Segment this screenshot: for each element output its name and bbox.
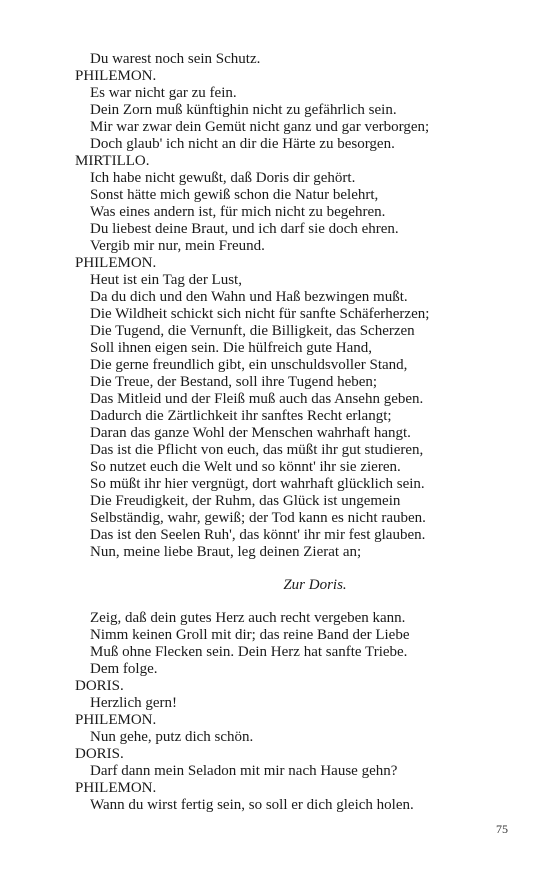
verse-line: Mir war zwar dein Gemüt nicht ganz und gar verborgen;	[90, 119, 430, 135]
play-text	[75, 51, 525, 814]
verse-line: Da du dich und den Wahn und Haß bezwingen mußt.	[90, 289, 408, 305]
verse-line: Die Wildheit schickt sich nicht für sanfte Schäferherzen;	[90, 306, 430, 322]
verse-line: Darf dann mein Seladon mit mir nach Hause gehn?	[90, 763, 398, 779]
verse-line: Die Tugend, die Vernunft, die Billigkeit, das Scherzen	[90, 323, 415, 339]
verse-line: Muß ohne Flecken sein. Dein Herz hat sanfte Triebe.	[90, 644, 408, 660]
verse-line: Daran das ganze Wohl der Menschen wahrhaft hangt.	[90, 425, 411, 441]
verse-line: Die gerne freundlich gibt, ein unschuldsvoller Stand,	[90, 357, 408, 373]
verse-line: Es war nicht gar zu fein.	[90, 85, 237, 101]
verse-line: So müßt ihr hier vergnügt, dort wahrhaft glücklich sein.	[90, 476, 425, 492]
verse-line: Nimm keinen Groll mit dir; das reine Band der Liebe	[90, 627, 410, 643]
verse-line: Sonst hätte mich gewiß schon die Natur belehrt,	[90, 187, 379, 203]
speaker-name: DORIS.	[75, 678, 124, 694]
verse-line: So nutzet euch die Welt und so könnt' ihr sie zieren.	[90, 459, 401, 475]
verse-line: Doch glaub' ich nicht an dir die Härte zu besorgen.	[90, 136, 395, 152]
speaker-name: PHILEMON.	[75, 780, 157, 796]
verse-line: Das Mitleid und der Fleiß muß auch das Ansehn geben.	[90, 391, 424, 407]
verse-line: Das ist den Seelen Ruh', das könnt' ihr mir fest glauben.	[90, 527, 426, 543]
verse-line: Nun, meine liebe Braut, leg deinen Zierat an;	[90, 544, 362, 560]
verse-line: Ich habe nicht gewußt, daß Doris dir gehört.	[90, 170, 356, 186]
verse-line: Was eines andern ist, für mich nicht zu begehren.	[90, 204, 386, 220]
verse-line: Die Treue, der Bestand, soll ihre Tugend heben;	[90, 374, 378, 390]
verse-line: Herzlich gern!	[90, 695, 178, 711]
verse-line: Du warest noch sein Schutz.	[90, 51, 261, 67]
speaker-name: MIRTILLO.	[75, 153, 150, 169]
verse-line: Heut ist ein Tag der Lust,	[90, 272, 242, 288]
dialogue-before-direction	[75, 51, 525, 561]
stage-direction: Zur Doris.	[283, 577, 347, 593]
verse-line: Vergib mir nur, mein Freund.	[90, 238, 265, 254]
verse-line: Das ist die Pflicht von euch, das müßt ihr gut studieren,	[90, 442, 424, 458]
verse-line: Selbständig, wahr, gewiß; der Tod kann es nicht rauben.	[90, 510, 426, 526]
verse-line: Du liebest deine Braut, und ich darf sie doch ehren.	[90, 221, 399, 237]
verse-line: Zeig, daß dein gutes Herz auch recht vergeben kann.	[90, 610, 406, 626]
speaker-name: PHILEMON.	[75, 712, 157, 728]
verse-line: Soll ihnen eigen sein. Die hülfreich gute Hand,	[90, 340, 373, 356]
verse-line: Wann du wirst fertig sein, so soll er dich gleich holen.	[90, 797, 414, 813]
speaker-name: PHILEMON.	[75, 68, 157, 84]
verse-line: Nun gehe, putz dich schön.	[90, 729, 254, 745]
page-number: 75	[496, 822, 508, 836]
verse-line: Die Freudigkeit, der Ruhm, das Glück ist ungemein	[90, 493, 401, 509]
verse-line: Dem folge.	[90, 661, 158, 677]
verse-line: Dadurch die Zärtlichkeit ihr sanftes Recht erlangt;	[90, 408, 392, 424]
speaker-name: PHILEMON.	[75, 255, 157, 271]
speaker-name: DORIS.	[75, 746, 124, 762]
verse-line: Dein Zorn muß künftighin nicht zu gefährlich sein.	[90, 102, 397, 118]
dialogue-after-direction	[75, 610, 525, 814]
